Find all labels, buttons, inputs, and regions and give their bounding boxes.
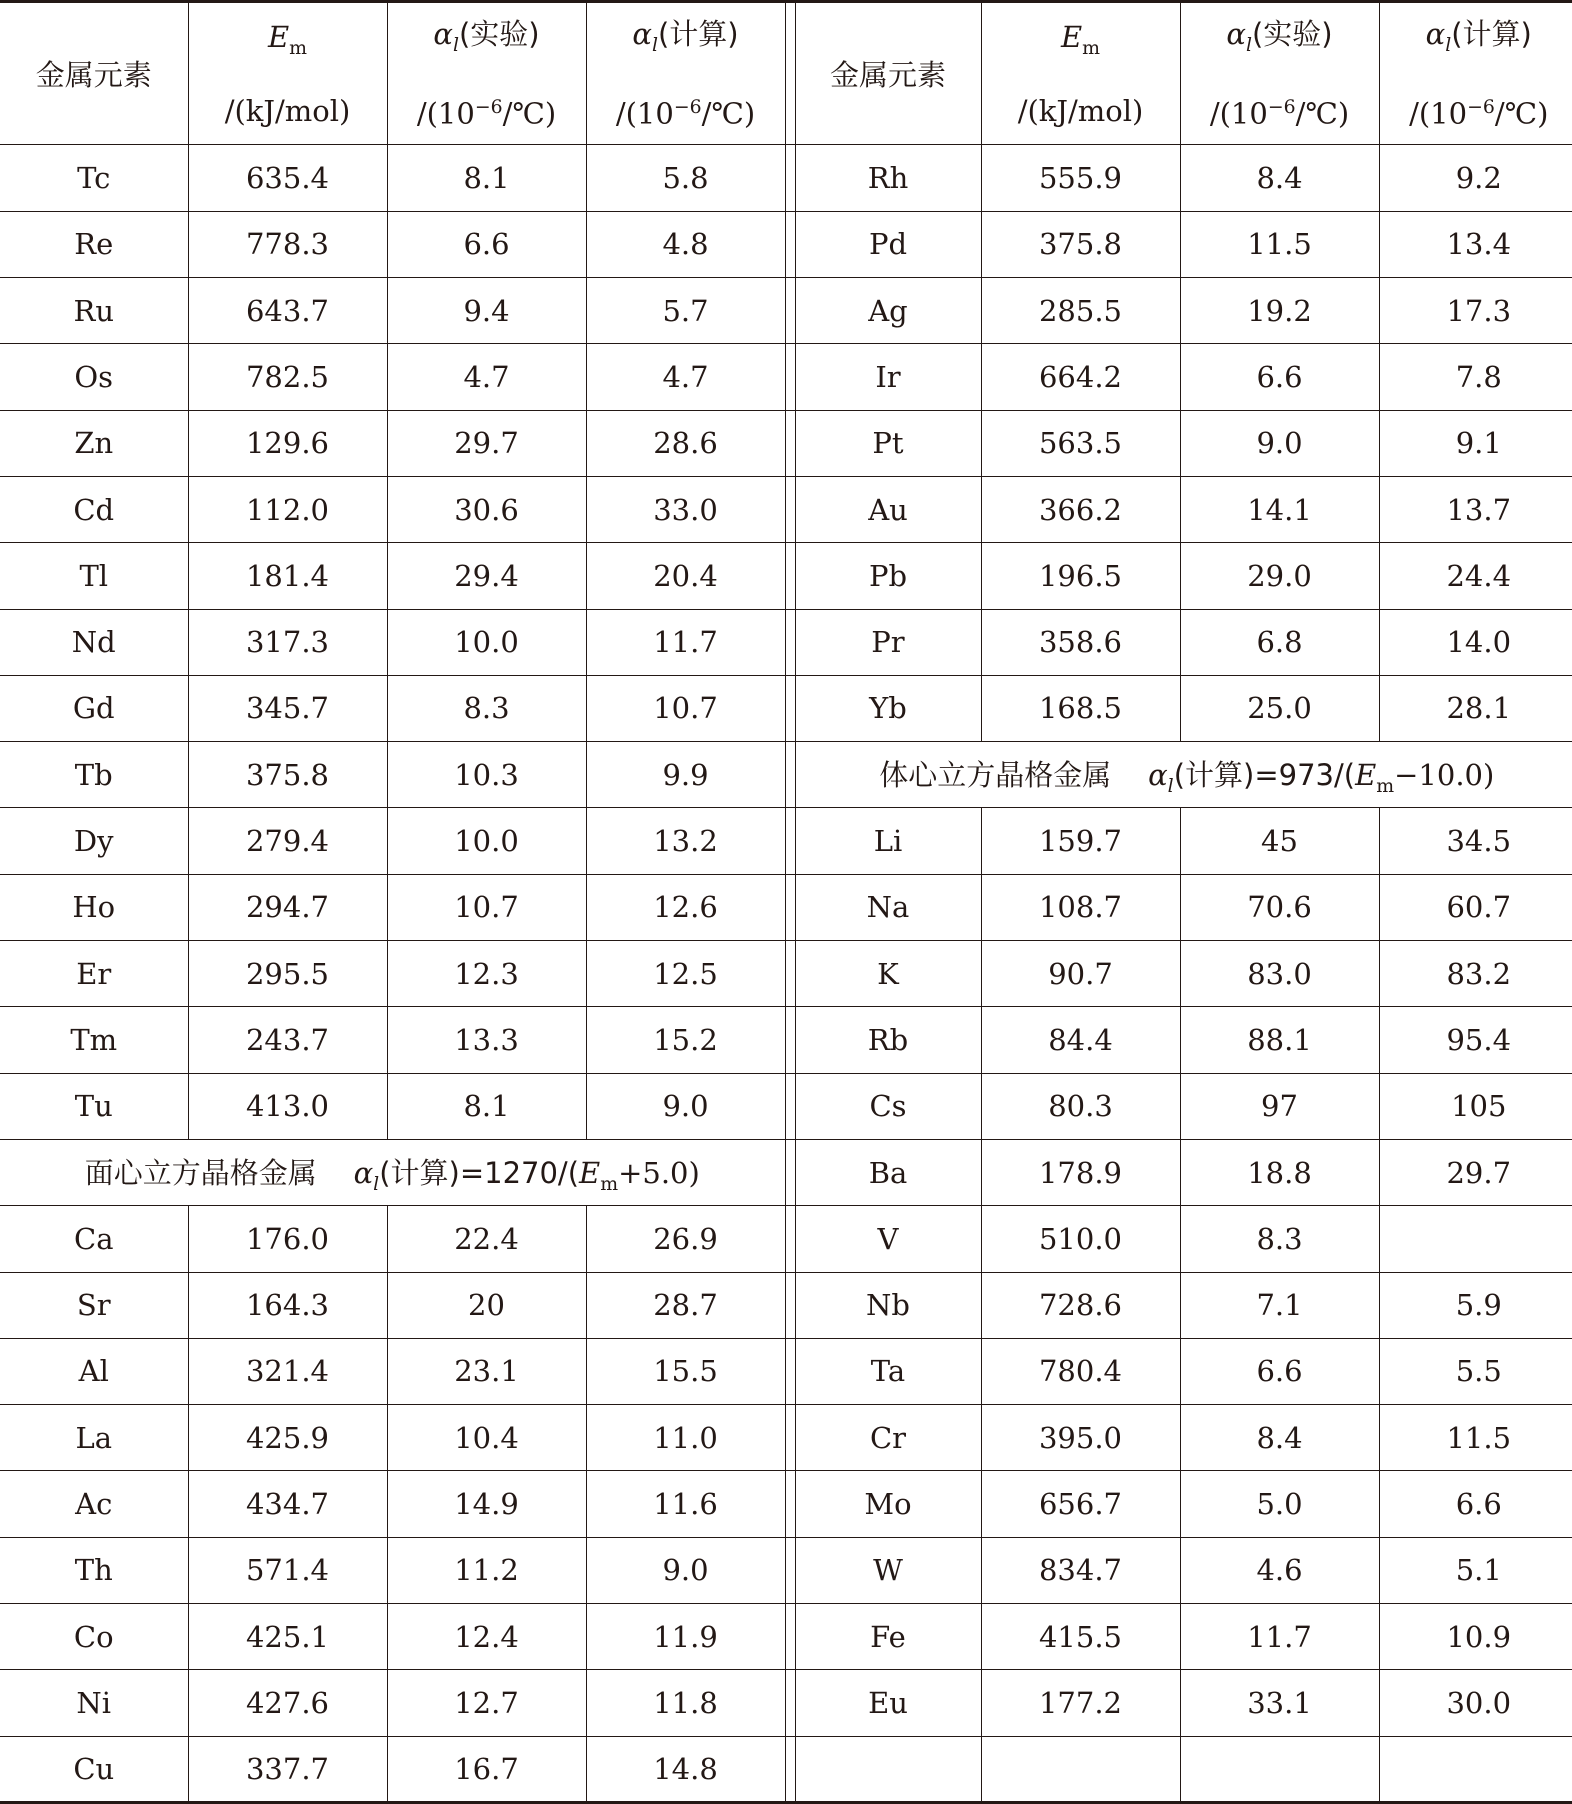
element-cell: Tl: [0, 543, 188, 609]
alpha-exp-cell: 20: [387, 1272, 586, 1338]
empty-cell: [795, 1736, 981, 1802]
energy-cell: 563.5: [981, 410, 1180, 476]
energy-cell: 90.7: [981, 941, 1180, 1007]
table-row: [0, 675, 1572, 741]
energy-cell: 84.4: [981, 1007, 1180, 1073]
energy-cell: 415.5: [981, 1603, 1180, 1669]
empty-cell: [1180, 1736, 1379, 1802]
element-cell: Eu: [795, 1670, 981, 1736]
energy-cell: 375.8: [981, 211, 1180, 277]
element-cell: V: [795, 1206, 981, 1272]
alpha-exp-cell: 8.4: [1180, 1405, 1379, 1471]
alpha-calc-cell: 11.7: [586, 609, 785, 675]
alpha-calc-cell: [1379, 1206, 1572, 1272]
alpha-calc-cell: 13.4: [1379, 211, 1572, 277]
alpha-calc-cell: 11.9: [586, 1603, 785, 1669]
alpha-calc-cell: 33.0: [586, 476, 785, 542]
alpha-exp-cell: 22.4: [387, 1206, 586, 1272]
column-gap: [785, 476, 795, 542]
alpha-exp-cell: 30.6: [387, 476, 586, 542]
alpha-calc-cell: 9.0: [586, 1537, 785, 1603]
alpha-symbol: α: [353, 1155, 374, 1190]
element-cell: Tm: [0, 1007, 188, 1073]
table-row: [0, 1272, 1572, 1338]
alpha-calc-cell: 15.2: [586, 1007, 785, 1073]
alpha-exp-cell: 23.1: [387, 1338, 586, 1404]
alpha-calc-cell: 14.0: [1379, 609, 1572, 675]
element-cell: Li: [795, 808, 981, 874]
column-gap: [785, 808, 795, 874]
alpha-calc-cell: 60.7: [1379, 874, 1572, 940]
alpha-calc-cell: 6.6: [1379, 1471, 1572, 1537]
alpha-exp-cell: 11.7: [1180, 1603, 1379, 1669]
alpha-exp-cell: 12.3: [387, 941, 586, 1007]
element-cell: Cr: [795, 1405, 981, 1471]
element-cell: Nd: [0, 609, 188, 675]
alpha-calc-cell: 5.8: [586, 145, 785, 211]
energy-cell: 345.7: [188, 675, 387, 741]
alpha-exp-cell: 4.7: [387, 344, 586, 410]
energy-cell: 643.7: [188, 278, 387, 344]
column-gap: [785, 344, 795, 410]
element-cell: Os: [0, 344, 188, 410]
alpha-exp-cell: 29.4: [387, 543, 586, 609]
alpha-subscript: l: [1167, 775, 1174, 797]
alpha-calc-cell: 11.8: [586, 1670, 785, 1736]
energy-cell: 243.7: [188, 1007, 387, 1073]
alpha-calc-cell: 9.0: [586, 1073, 785, 1139]
energy-subscript: m: [1376, 775, 1395, 797]
element-cell: Nb: [795, 1272, 981, 1338]
column-gap: [785, 1139, 795, 1205]
element-cell: Ru: [0, 278, 188, 344]
element-cell: Cd: [0, 476, 188, 542]
energy-cell: 80.3: [981, 1073, 1180, 1139]
alpha-calc-cell: 5.1: [1379, 1537, 1572, 1603]
table-body: [0, 145, 1572, 1802]
alpha-exp-cell: 16.7: [387, 1736, 586, 1802]
element-cell: Pd: [795, 211, 981, 277]
table-row: [0, 1139, 1572, 1205]
energy-cell: 317.3: [188, 609, 387, 675]
column-gap: [785, 609, 795, 675]
energy-cell: 782.5: [188, 344, 387, 410]
alpha-calc-cell: 12.6: [586, 874, 785, 940]
alpha-calc-cell: 34.5: [1379, 808, 1572, 874]
energy-cell: 294.7: [188, 874, 387, 940]
alpha-exp-cell: 70.6: [1180, 874, 1379, 940]
element-cell: Fe: [795, 1603, 981, 1669]
energy-cell: 395.0: [981, 1405, 1180, 1471]
alpha-exp-cell: 8.1: [387, 145, 586, 211]
energy-cell: 295.5: [188, 941, 387, 1007]
energy-cell: 181.4: [188, 543, 387, 609]
empty-cell: [1379, 1736, 1572, 1802]
header-alpha-calc: $\alpha_l$(计算) $/(10^{-6}/℃)$: [586, 2, 785, 145]
element-cell: Rh: [795, 145, 981, 211]
energy-cell: 425.1: [188, 1603, 387, 1669]
table-row: [0, 742, 1572, 808]
alpha-exp-cell: 10.4: [387, 1405, 586, 1471]
energy-subscript: m: [600, 1173, 619, 1195]
header-alpha-exp: $\alpha_l$(实验) $/(10^{-6}/℃)$: [387, 2, 586, 145]
energy-cell: 358.6: [981, 609, 1180, 675]
alpha-exp-cell: 8.3: [1180, 1206, 1379, 1272]
alpha-exp-cell: 12.4: [387, 1603, 586, 1669]
fcc-formula-row: [0, 1139, 785, 1205]
alpha-exp-cell: 88.1: [1180, 1007, 1379, 1073]
alpha-exp-cell: 83.0: [1180, 941, 1379, 1007]
column-gap: [785, 1670, 795, 1736]
energy-cell: 108.7: [981, 874, 1180, 940]
column-gap: [785, 410, 795, 476]
energy-cell: 177.2: [981, 1670, 1180, 1736]
alpha-calc-cell: 5.9: [1379, 1272, 1572, 1338]
table-row: [0, 278, 1572, 344]
table-row: [0, 941, 1572, 1007]
column-gap: [785, 211, 795, 277]
element-cell: Na: [795, 874, 981, 940]
element-cell: Rb: [795, 1007, 981, 1073]
energy-cell: 664.2: [981, 344, 1180, 410]
column-gap: [785, 1206, 795, 1272]
energy-cell: 780.4: [981, 1338, 1180, 1404]
element-cell: La: [0, 1405, 188, 1471]
element-cell: Sr: [0, 1272, 188, 1338]
table-row: [0, 410, 1572, 476]
column-gap: [785, 742, 795, 808]
header-energy: $E_m$ /(kJ/mol): [188, 2, 387, 145]
energy-cell: 337.7: [188, 1736, 387, 1802]
element-cell: Ac: [0, 1471, 188, 1537]
column-gap: [785, 941, 795, 1007]
alpha-exp-cell: 13.3: [387, 1007, 586, 1073]
column-gap: [785, 2, 795, 145]
energy-cell: 375.8: [188, 742, 387, 808]
table-row: [0, 1007, 1572, 1073]
alpha-calc-cell: 5.5: [1379, 1338, 1572, 1404]
alpha-calc-cell: 28.7: [586, 1272, 785, 1338]
alpha-exp-cell: 33.1: [1180, 1670, 1379, 1736]
energy-symbol: E: [579, 1155, 601, 1190]
alpha-calc-cell: 9.9: [586, 742, 785, 808]
alpha-exp-cell: 11.2: [387, 1537, 586, 1603]
element-cell: Tb: [0, 742, 188, 808]
energy-cell: 164.3: [188, 1272, 387, 1338]
alpha-calc-cell: 20.4: [586, 543, 785, 609]
column-gap: [785, 874, 795, 940]
alpha-exp-cell: 97: [1180, 1073, 1379, 1139]
energy-cell: 159.7: [981, 808, 1180, 874]
alpha-exp-cell: 19.2: [1180, 278, 1379, 344]
alpha-calc-cell: 15.5: [586, 1338, 785, 1404]
energy-symbol: E: [1355, 757, 1377, 792]
element-cell: Ba: [795, 1139, 981, 1205]
alpha-calc-cell: 13.2: [586, 808, 785, 874]
alpha-calc-cell: 105: [1379, 1073, 1572, 1139]
element-cell: Er: [0, 941, 188, 1007]
formula-tail: +5.0): [618, 1155, 700, 1190]
table-row: [0, 1405, 1572, 1471]
element-cell: Tu: [0, 1073, 188, 1139]
element-cell: Gd: [0, 675, 188, 741]
alpha-calc-cell: 30.0: [1379, 1670, 1572, 1736]
alpha-calc-cell: 28.6: [586, 410, 785, 476]
alpha-calc-cell: 4.8: [586, 211, 785, 277]
column-gap: [785, 1603, 795, 1669]
column-gap: [785, 1736, 795, 1802]
alpha-exp-cell: 29.0: [1180, 543, 1379, 609]
alpha-calc-cell: 12.5: [586, 941, 785, 1007]
energy-cell: 279.4: [188, 808, 387, 874]
energy-cell: 321.4: [188, 1338, 387, 1404]
column-gap: [785, 1471, 795, 1537]
alpha-exp-cell: 14.9: [387, 1471, 586, 1537]
table-row: [0, 1073, 1572, 1139]
header-row: [0, 2, 1572, 145]
alpha-calc-cell: 29.7: [1379, 1139, 1572, 1205]
column-gap: [785, 1073, 795, 1139]
alpha-calc-cell: 13.7: [1379, 476, 1572, 542]
header-energy-right: $E_m$ /(kJ/mol): [981, 2, 1180, 145]
alpha-exp-cell: 9.4: [387, 278, 586, 344]
energy-cell: 834.7: [981, 1537, 1180, 1603]
element-cell: Zn: [0, 410, 188, 476]
formula-label: 面心立方晶格金属: [84, 1155, 317, 1190]
column-gap: [785, 1537, 795, 1603]
element-cell: Ag: [795, 278, 981, 344]
energy-cell: 178.9: [981, 1139, 1180, 1205]
column-gap: [785, 278, 795, 344]
element-cell: Al: [0, 1338, 188, 1404]
alpha-calc-cell: 26.9: [586, 1206, 785, 1272]
energy-cell: 635.4: [188, 145, 387, 211]
alpha-exp-cell: 9.0: [1180, 410, 1379, 476]
table-row: [0, 808, 1572, 874]
alpha-exp-cell: 12.7: [387, 1670, 586, 1736]
header-element-right: 金属元素: [795, 2, 981, 145]
alpha-symbol: α: [1148, 757, 1168, 792]
alpha-exp-cell: 14.1: [1180, 476, 1379, 542]
energy-cell: 571.4: [188, 1537, 387, 1603]
alpha-exp-cell: 4.6: [1180, 1537, 1379, 1603]
alpha-exp-cell: 10.3: [387, 742, 586, 808]
header-element: 金属元素: [0, 2, 188, 145]
energy-cell: 112.0: [188, 476, 387, 542]
element-cell: Mo: [795, 1471, 981, 1537]
energy-cell: 168.5: [981, 675, 1180, 741]
element-cell: Dy: [0, 808, 188, 874]
table-row: [0, 1471, 1572, 1537]
alpha-calc-cell: 11.6: [586, 1471, 785, 1537]
energy-cell: 510.0: [981, 1206, 1180, 1272]
alpha-exp-cell: 10.7: [387, 874, 586, 940]
alpha-calc-cell: 14.8: [586, 1736, 785, 1802]
element-cell: Re: [0, 211, 188, 277]
column-gap: [785, 1405, 795, 1471]
column-gap: [785, 145, 795, 211]
table-row: [0, 476, 1572, 542]
alpha-calc-cell: 11.0: [586, 1405, 785, 1471]
alpha-exp-cell: 6.8: [1180, 609, 1379, 675]
element-cell: Ir: [795, 344, 981, 410]
element-cell: Yb: [795, 675, 981, 741]
element-cell: W: [795, 1537, 981, 1603]
formula-tail: −10.0): [1394, 757, 1495, 792]
alpha-exp-cell: 6.6: [1180, 344, 1379, 410]
energy-cell: 555.9: [981, 145, 1180, 211]
table-row: [0, 1537, 1572, 1603]
element-cell: Co: [0, 1603, 188, 1669]
column-gap: [785, 1007, 795, 1073]
alpha-calc-cell: 9.1: [1379, 410, 1572, 476]
alpha-exp-cell: 8.3: [387, 675, 586, 741]
energy-cell: 366.2: [981, 476, 1180, 542]
element-cell: Au: [795, 476, 981, 542]
table-row: [0, 1603, 1572, 1669]
alpha-exp-cell: 18.8: [1180, 1139, 1379, 1205]
bcc-formula-row: [795, 742, 1572, 808]
element-cell: Cu: [0, 1736, 188, 1802]
energy-cell: 427.6: [188, 1670, 387, 1736]
element-cell: Ta: [795, 1338, 981, 1404]
alpha-calc-cell: 83.2: [1379, 941, 1572, 1007]
table-row: [0, 145, 1572, 211]
alpha-exp-cell: 10.0: [387, 808, 586, 874]
element-cell: Pt: [795, 410, 981, 476]
alpha-calc-cell: 10.9: [1379, 1603, 1572, 1669]
element-cell: Tc: [0, 145, 188, 211]
table-row: [0, 344, 1572, 410]
alpha-exp-cell: 5.0: [1180, 1471, 1379, 1537]
table-row: [0, 1736, 1572, 1802]
alpha-exp-cell: 6.6: [387, 211, 586, 277]
alpha-exp-cell: 8.1: [387, 1073, 586, 1139]
alpha-calc-cell: 9.2: [1379, 145, 1572, 211]
alpha-calc-cell: 4.7: [586, 344, 785, 410]
energy-cell: 413.0: [188, 1073, 387, 1139]
alpha-exp-cell: 6.6: [1180, 1338, 1379, 1404]
element-cell: Ca: [0, 1206, 188, 1272]
table-row: [0, 609, 1572, 675]
column-gap: [785, 543, 795, 609]
alpha-subscript: l: [373, 1173, 380, 1195]
alpha-exp-cell: 10.0: [387, 609, 586, 675]
alpha-calc-cell: 10.7: [586, 675, 785, 741]
energy-cell: 285.5: [981, 278, 1180, 344]
element-cell: Ni: [0, 1670, 188, 1736]
energy-cell: 728.6: [981, 1272, 1180, 1338]
element-cell: Pb: [795, 543, 981, 609]
energy-cell: 196.5: [981, 543, 1180, 609]
table-row: [0, 211, 1572, 277]
alpha-exp-cell: 8.4: [1180, 145, 1379, 211]
element-cell: K: [795, 941, 981, 1007]
energy-cell: 434.7: [188, 1471, 387, 1537]
alpha-calc-cell: 7.8: [1379, 344, 1572, 410]
alpha-calc-cell: 11.5: [1379, 1405, 1572, 1471]
energy-cell: 778.3: [188, 211, 387, 277]
alpha-exp-cell: 11.5: [1180, 211, 1379, 277]
header-alpha-calc-right: $\alpha_l$(计算) $/(10^{-6}/℃)$: [1379, 2, 1572, 145]
table-row: [0, 543, 1572, 609]
alpha-calc-cell: 5.7: [586, 278, 785, 344]
formula-expression: (计算)=973/(: [1173, 757, 1356, 792]
energy-cell: 129.6: [188, 410, 387, 476]
alpha-calc-cell: 24.4: [1379, 543, 1572, 609]
table-row: [0, 874, 1572, 940]
column-gap: [785, 1272, 795, 1338]
element-cell: Cs: [795, 1073, 981, 1139]
alpha-exp-cell: 45: [1180, 808, 1379, 874]
alpha-exp-cell: 7.1: [1180, 1272, 1379, 1338]
header-alpha-exp-right: $\alpha_l$(实验) $/(10^{-6}/℃)$: [1180, 2, 1379, 145]
column-gap: [785, 675, 795, 741]
energy-cell: 176.0: [188, 1206, 387, 1272]
empty-cell: [981, 1736, 1180, 1802]
alpha-exp-cell: 29.7: [387, 410, 586, 476]
alpha-calc-cell: 95.4: [1379, 1007, 1572, 1073]
energy-cell: 425.9: [188, 1405, 387, 1471]
element-cell: Pr: [795, 609, 981, 675]
formula-label: 体心立方晶格金属: [879, 757, 1112, 792]
alpha-calc-cell: 17.3: [1379, 278, 1572, 344]
element-cell: Th: [0, 1537, 188, 1603]
alpha-calc-cell: 28.1: [1379, 675, 1572, 741]
element-cell: Ho: [0, 874, 188, 940]
table-row: [0, 1338, 1572, 1404]
column-gap: [785, 1338, 795, 1404]
formula-expression: (计算)=1270/(: [379, 1155, 580, 1190]
alpha-exp-cell: 25.0: [1180, 675, 1379, 741]
energy-cell: 656.7: [981, 1471, 1180, 1537]
table-row: [0, 1206, 1572, 1272]
table-row: [0, 1670, 1572, 1736]
